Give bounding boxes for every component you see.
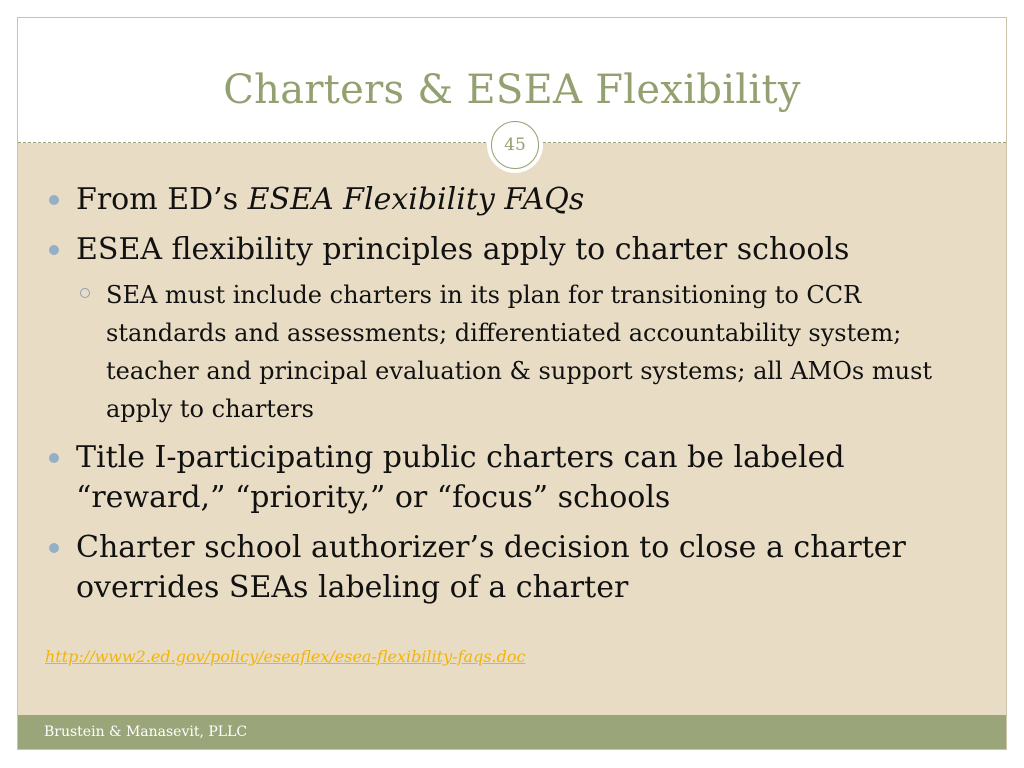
bullet-text: Title I-participating public charters can be labeled “reward,” “priority,” or “focus” schools — [76, 440, 845, 515]
bullet-text: From ED’s — [76, 182, 248, 217]
bullet-item — [46, 528, 986, 608]
page-number-badge — [487, 117, 543, 173]
page-number: 45 — [491, 121, 539, 169]
filled-circle-icon — [49, 195, 59, 205]
bullet-item — [46, 180, 986, 220]
slide-body — [46, 180, 986, 618]
footer-bar — [18, 715, 1006, 749]
bullet-item — [46, 230, 986, 428]
filled-circle-icon — [49, 543, 59, 553]
bullet-text: Charter school authorizer’s decision to close a charter overrides SEAs labeling of a charter — [76, 530, 906, 605]
hollow-circle-icon — [80, 288, 90, 298]
filled-circle-icon — [49, 245, 59, 255]
faq-link[interactable]: http://www2.ed.gov/policy/eseaflex/esea-flexibility-faqs.doc — [45, 647, 526, 666]
sub-bullet-list — [76, 276, 986, 428]
bullet-list — [46, 180, 986, 608]
bullet-text: ESEA flexibility principles apply to charter schools — [76, 232, 850, 267]
sub-bullet-text: SEA must include charters in its plan for transitioning to CCR standards and assessments; differentiated accountability system; teacher and principal evaluation & support systems; all AMOs must apply to charters — [106, 281, 933, 423]
bullet-emphasis: ESEA Flexibility FAQs — [247, 182, 585, 217]
footer-text: Brustein & Manasevit, PLLC — [44, 724, 248, 740]
sub-bullet-item — [76, 276, 986, 428]
slide-title: Charters & ESEA Flexibility — [223, 67, 801, 113]
bullet-item — [46, 438, 986, 518]
filled-circle-icon — [49, 453, 59, 463]
